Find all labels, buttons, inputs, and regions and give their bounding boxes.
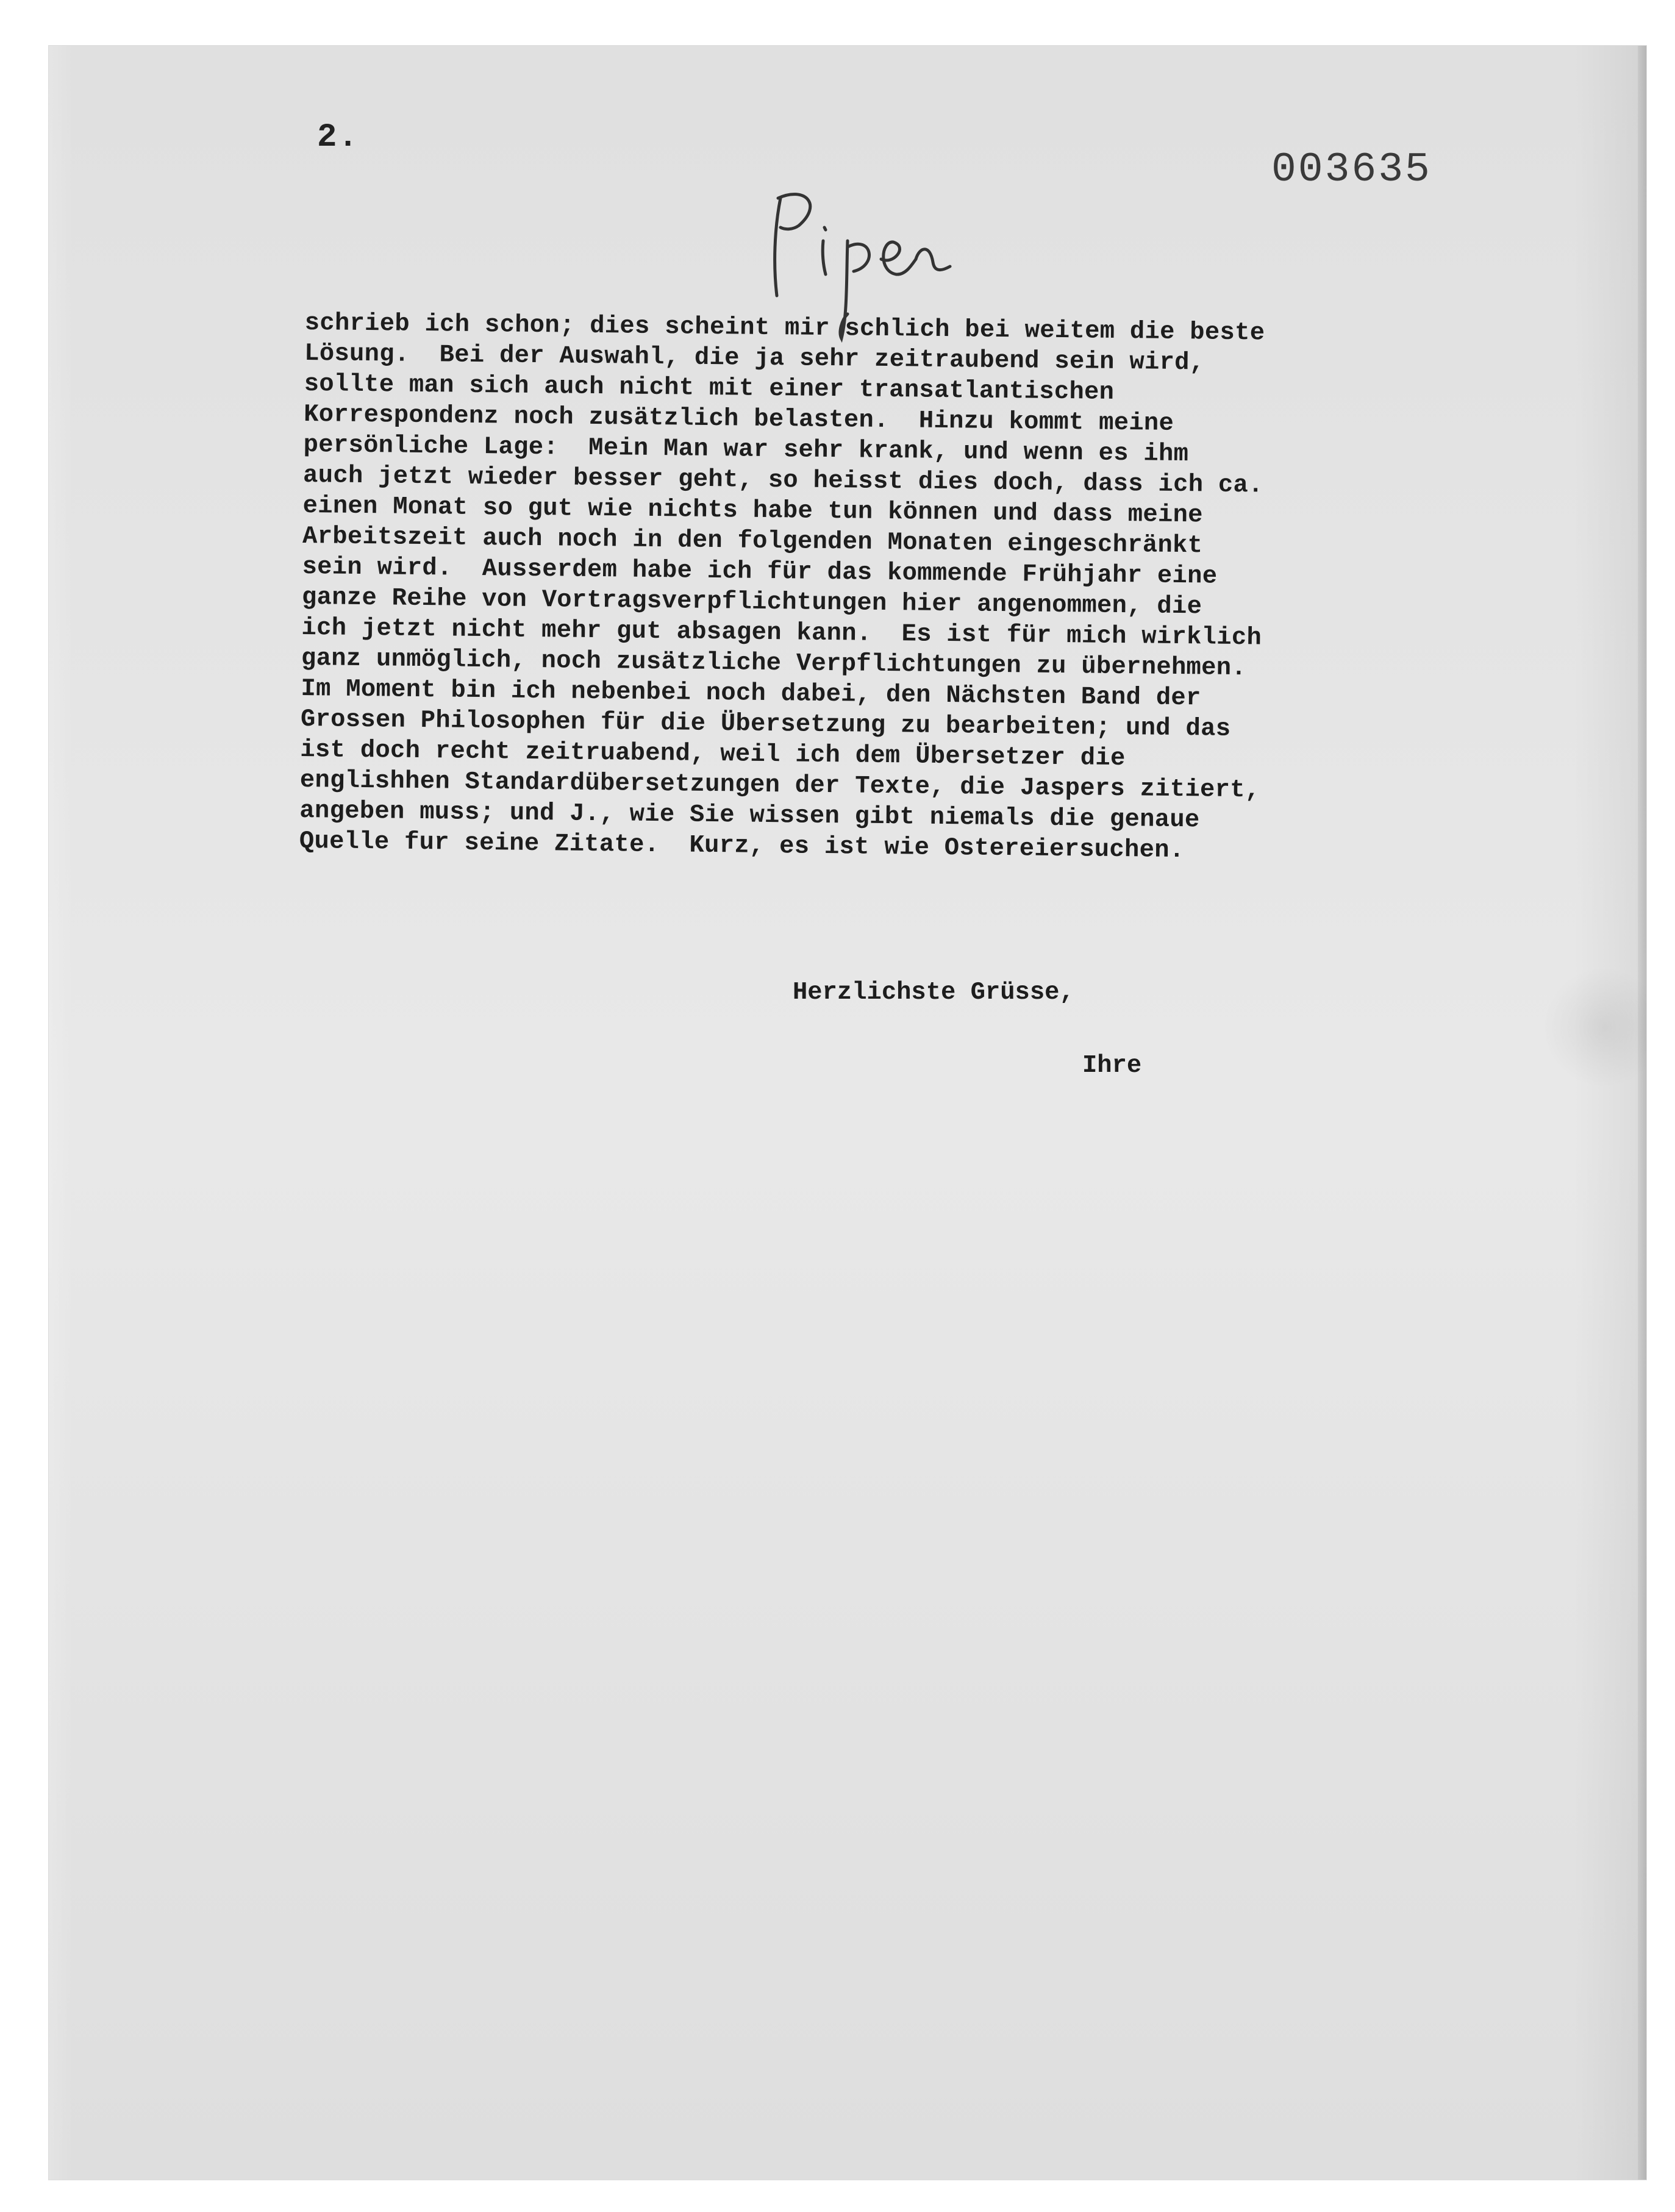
paper-smudge (1543, 966, 1646, 1088)
body-line: ganz unmöglich, noch zusätzliche Verpflichtungen zu übernehmen. (301, 644, 1247, 683)
signature-line: Ihre (1082, 1052, 1142, 1080)
body-line: Im Moment bin ich nebenbei noch dabei, den Nächsten Band der (301, 674, 1201, 713)
page-number: 2. (317, 119, 359, 156)
body-line: ich jetzt nicht mehr gut absagen kann. Es ist für mich wirklich (301, 613, 1262, 652)
body-line: angeben muss; und J., wie Sie wissen gibt niemals die genaue (299, 796, 1200, 835)
body-line: sollte man sich auch nicht mit einer transatlantischen (304, 369, 1115, 407)
body-line: Arbeitszeit auch noch in den folgenden Monaten eingeschränkt (302, 522, 1203, 560)
body-line: Quelle fur seine Zitate. Kurz, es ist wie Ostereiersuchen. (299, 827, 1185, 865)
body-line: Lösung. Bei der Auswahl, die ja sehr zeitraubend sein wird, (304, 339, 1205, 377)
body-line: schrieb ich schon; dies scheint mir schlich bei weitem die beste (304, 309, 1265, 348)
body-line: Korrespondenz noch zusätzlich belasten. Hinzu kommt meine (303, 400, 1174, 438)
letter-body (299, 308, 1610, 870)
archive-stamp: 003635 (1271, 146, 1432, 193)
body-line: auch jetzt wieder besser geht, so heisst dies doch, dass ich ca. (302, 461, 1263, 500)
body-line: ganze Reihe von Vortragsverpflichtungen hier angenommen, die (301, 583, 1202, 621)
body-line: ist doch recht zeitruabend, weil ich dem Übersetzer die (300, 735, 1126, 773)
body-line: sein wird. Ausserdem habe ich für das kommende Frühjahr eine (302, 552, 1218, 591)
paper-edge-shadow (1638, 46, 1646, 2180)
closing-salutation: Herzlichste Grüsse, (793, 979, 1074, 1007)
body-line: englishhen Standardübersetzungen der Texte, die Jaspers zitiert, (299, 766, 1260, 805)
body-line: persönliche Lage: Mein Man war sehr krank, und wenn es ihm (303, 430, 1189, 469)
body-line: einen Monat so gut wie nichts habe tun können und dass meine (302, 491, 1204, 530)
document-page (49, 46, 1646, 2180)
body-line: Grossen Philosophen für die Übersetzung zu bearbeiten; und das (300, 705, 1231, 743)
